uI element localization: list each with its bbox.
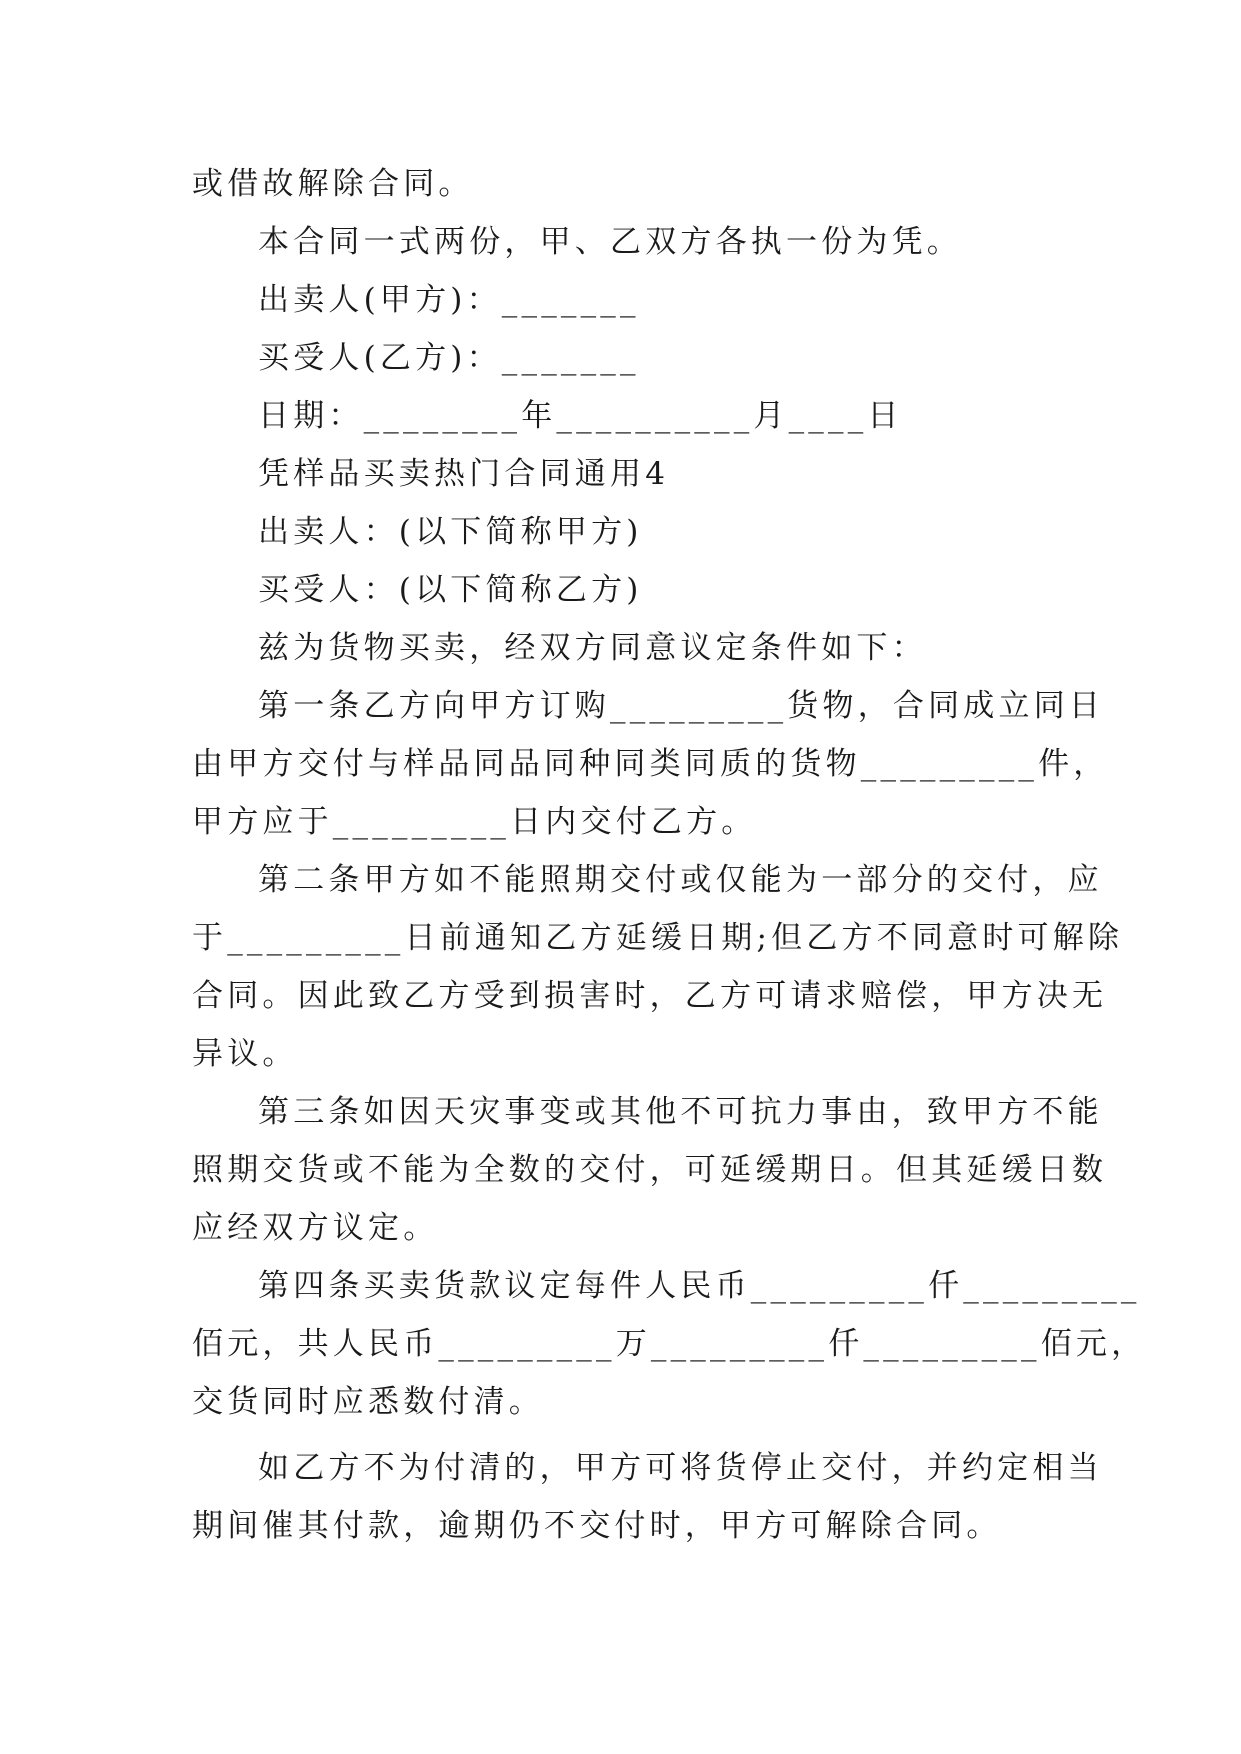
- seller-signature-line: 出卖人(甲方)：_______: [258, 282, 640, 318]
- text-line: 期间催其付款，逾期仍不交付时，甲方可解除合同。: [192, 1508, 1002, 1544]
- article-3: 第三条如因天灾事变或其他不可抗力事由，致甲方不能: [258, 1094, 1103, 1130]
- text-line: 异议。: [192, 1036, 298, 1072]
- buyer-signature-line: 买受人(乙方)：_______: [258, 340, 640, 376]
- text-line: 兹为货物买卖，经双方同意议定条件如下：: [258, 630, 927, 666]
- section-title: 凭样品买卖热门合同通用4: [258, 456, 670, 492]
- article-4: 第四条买卖货款议定每件人民币_________仟_________: [258, 1268, 1141, 1304]
- date-line: 日期：________年__________月____日: [258, 398, 903, 434]
- text-line: 佰元，共人民币_________万_________仟_________佰元，: [192, 1326, 1147, 1362]
- text-line: 甲方应于_________日内交付乙方。: [192, 804, 757, 840]
- text-line: 应经双方议定。: [192, 1210, 439, 1246]
- text-line: 合同。因此致乙方受到损害时，乙方可请求赔偿，甲方决无: [192, 978, 1108, 1014]
- text-line: 买受人：(以下简称乙方): [258, 572, 643, 608]
- text-line: 出卖人：(以下简称甲方): [258, 514, 643, 550]
- text-line: 或借故解除合同。: [192, 166, 474, 202]
- text-line: 照期交货或不能为全数的交付，可延缓期日。但其延缓日数: [192, 1152, 1108, 1188]
- text-line: 交货同时应悉数付清。: [192, 1384, 544, 1420]
- text-line: 由甲方交付与样品同品同种同类同质的货物_________件，: [192, 746, 1109, 782]
- article-1: 第一条乙方向甲方订购_________货物，合同成立同日: [258, 688, 1105, 724]
- text-line: 于_________日前通知乙方延缓日期;但乙方不同意时可解除: [192, 920, 1124, 956]
- text-line: 本合同一式两份，甲、乙双方各执一份为凭。: [258, 224, 962, 260]
- article-2: 第二条甲方如不能照期交付或仅能为一部分的交付，应: [258, 862, 1103, 898]
- text-line: 如乙方不为付清的，甲方可将货停止交付，并约定相当: [258, 1450, 1103, 1486]
